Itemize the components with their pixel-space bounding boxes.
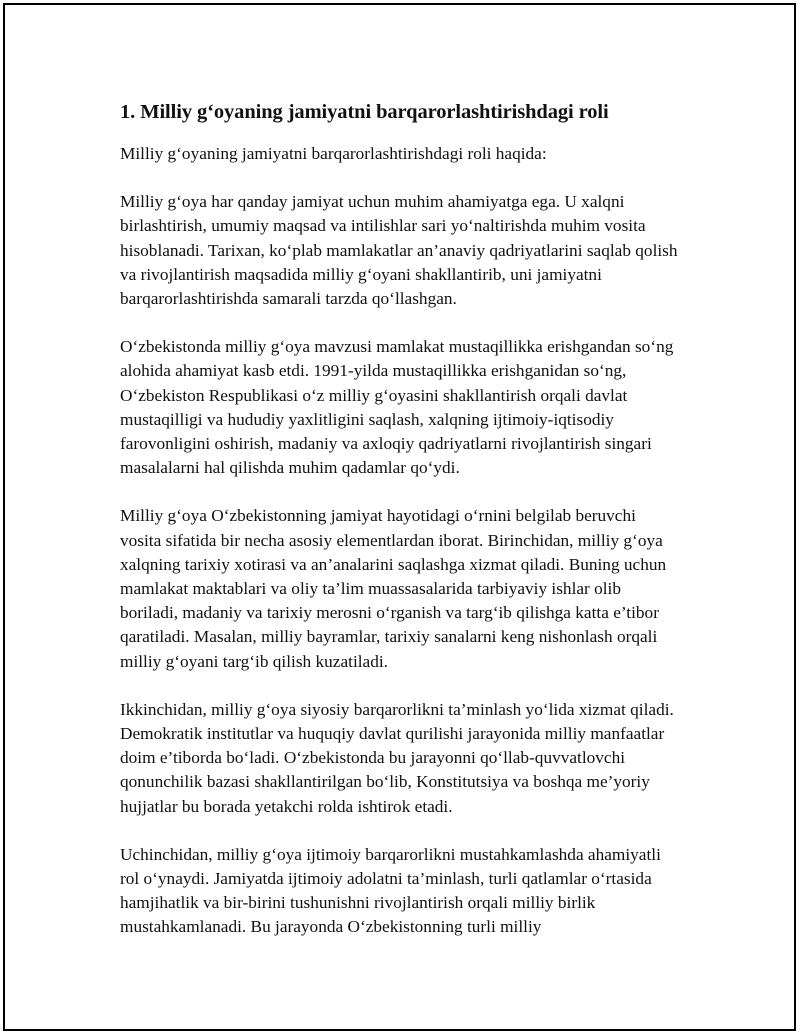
document-heading: 1. Milliy g‘oyaning jamiyatni barqarorlashtirishdagi roli: [120, 101, 609, 123]
body-paragraph: Milliy g‘oya har qanday jamiyat uchun muhim ahamiyatga ega. U xalqni birlashtirish, umumiy maqsad va intilishlar sari yo‘naltirishda muhim vosita hisoblanadi. Tarixan, ko‘plab mamlakatlar an’anaviy qadriyatlarini saqlab qolish va rivojlantirish maqsadida milliy g‘oyani shakllantirib, uni jamiyatni barqarorlashtirishda samarali tarzda qo‘llashgan.: [120, 192, 678, 309]
intro-paragraph: Milliy g‘oyaning jamiyatni barqarorlashtirishdagi roli haqida:: [120, 144, 547, 163]
document-page: [3, 3, 796, 1031]
body-paragraph: Uchinchidan, milliy g‘oya ijtimoiy barqarorlikni mustahkamlashda ahamiyatli rol o‘ynaydi. Jamiyatda ijtimoiy adolatni ta’minlash, turli qatlamlar o‘rtasida hamjihatlik va bir-birini tushunishni rivojlantirish orqali milliy birlik mustahkamlanadi. Bu jarayonda O‘zbekistonning turli milliy: [120, 844, 661, 937]
body-paragraph: O‘zbekistonda milliy g‘oya mavzusi mamlakat mustaqillikka erishgandan so‘ng alohida ahamiyat kasb etdi. 1991-yilda mustaqillikka erishganidan so‘ng, O‘zbekiston Respublikasi o‘z milliy g‘oyasini shakllantirish orqali davlat mustaqilligi va hududiy yaxlitligini saqlash, xalqning ijtimoiy-iqtisodiy farovonligini oshirish, madaniy va axloqiy qadriyatlarni rivojlantirish singari masalalarni hal qilishda muhim qadamlar qo‘ydi.: [120, 337, 674, 478]
document-body: [120, 98, 680, 964]
body-paragraph: Milliy g‘oya O‘zbekistonning jamiyat hayotidagi o‘rnini belgilab beruvchi vosita sifatida bir necha asosiy elementlardan iborat. Birinchidan, milliy g‘oya xalqning tarixiy xotirasi va an’analarini saqlashga xizmat qiladi. Buning uchun mamlakat maktablari va oliy ta’lim muassasalarida tarbiyaviy ishlar olib boriladi, madaniy va tarixiy merosni o‘rganish va targ‘ib qilishga katta e’tibor qaratiladi. Masalan, milliy bayramlar, tarixiy sanalarni keng nishonlash orqali milliy g‘oyani targ‘ib qilish kuzatiladi.: [120, 506, 667, 671]
body-paragraph: Ikkinchidan, milliy g‘oya siyosiy barqarorlikni ta’minlash yo‘lida xizmat qiladi. Demokratik institutlar va huquqiy davlat qurilishi jarayonida milliy manfaatlar doim e’tiborda bo‘ladi. O‘zbekistonda bu jarayonni qo‘llab-quvvatlovchi qonunchilik bazasi shakllantirilgan bo‘lib, Konstitutsiya va boshqa me’yoriy hujjatlar bu borada yetakchi rolda ishtirok etadi.: [120, 699, 674, 816]
